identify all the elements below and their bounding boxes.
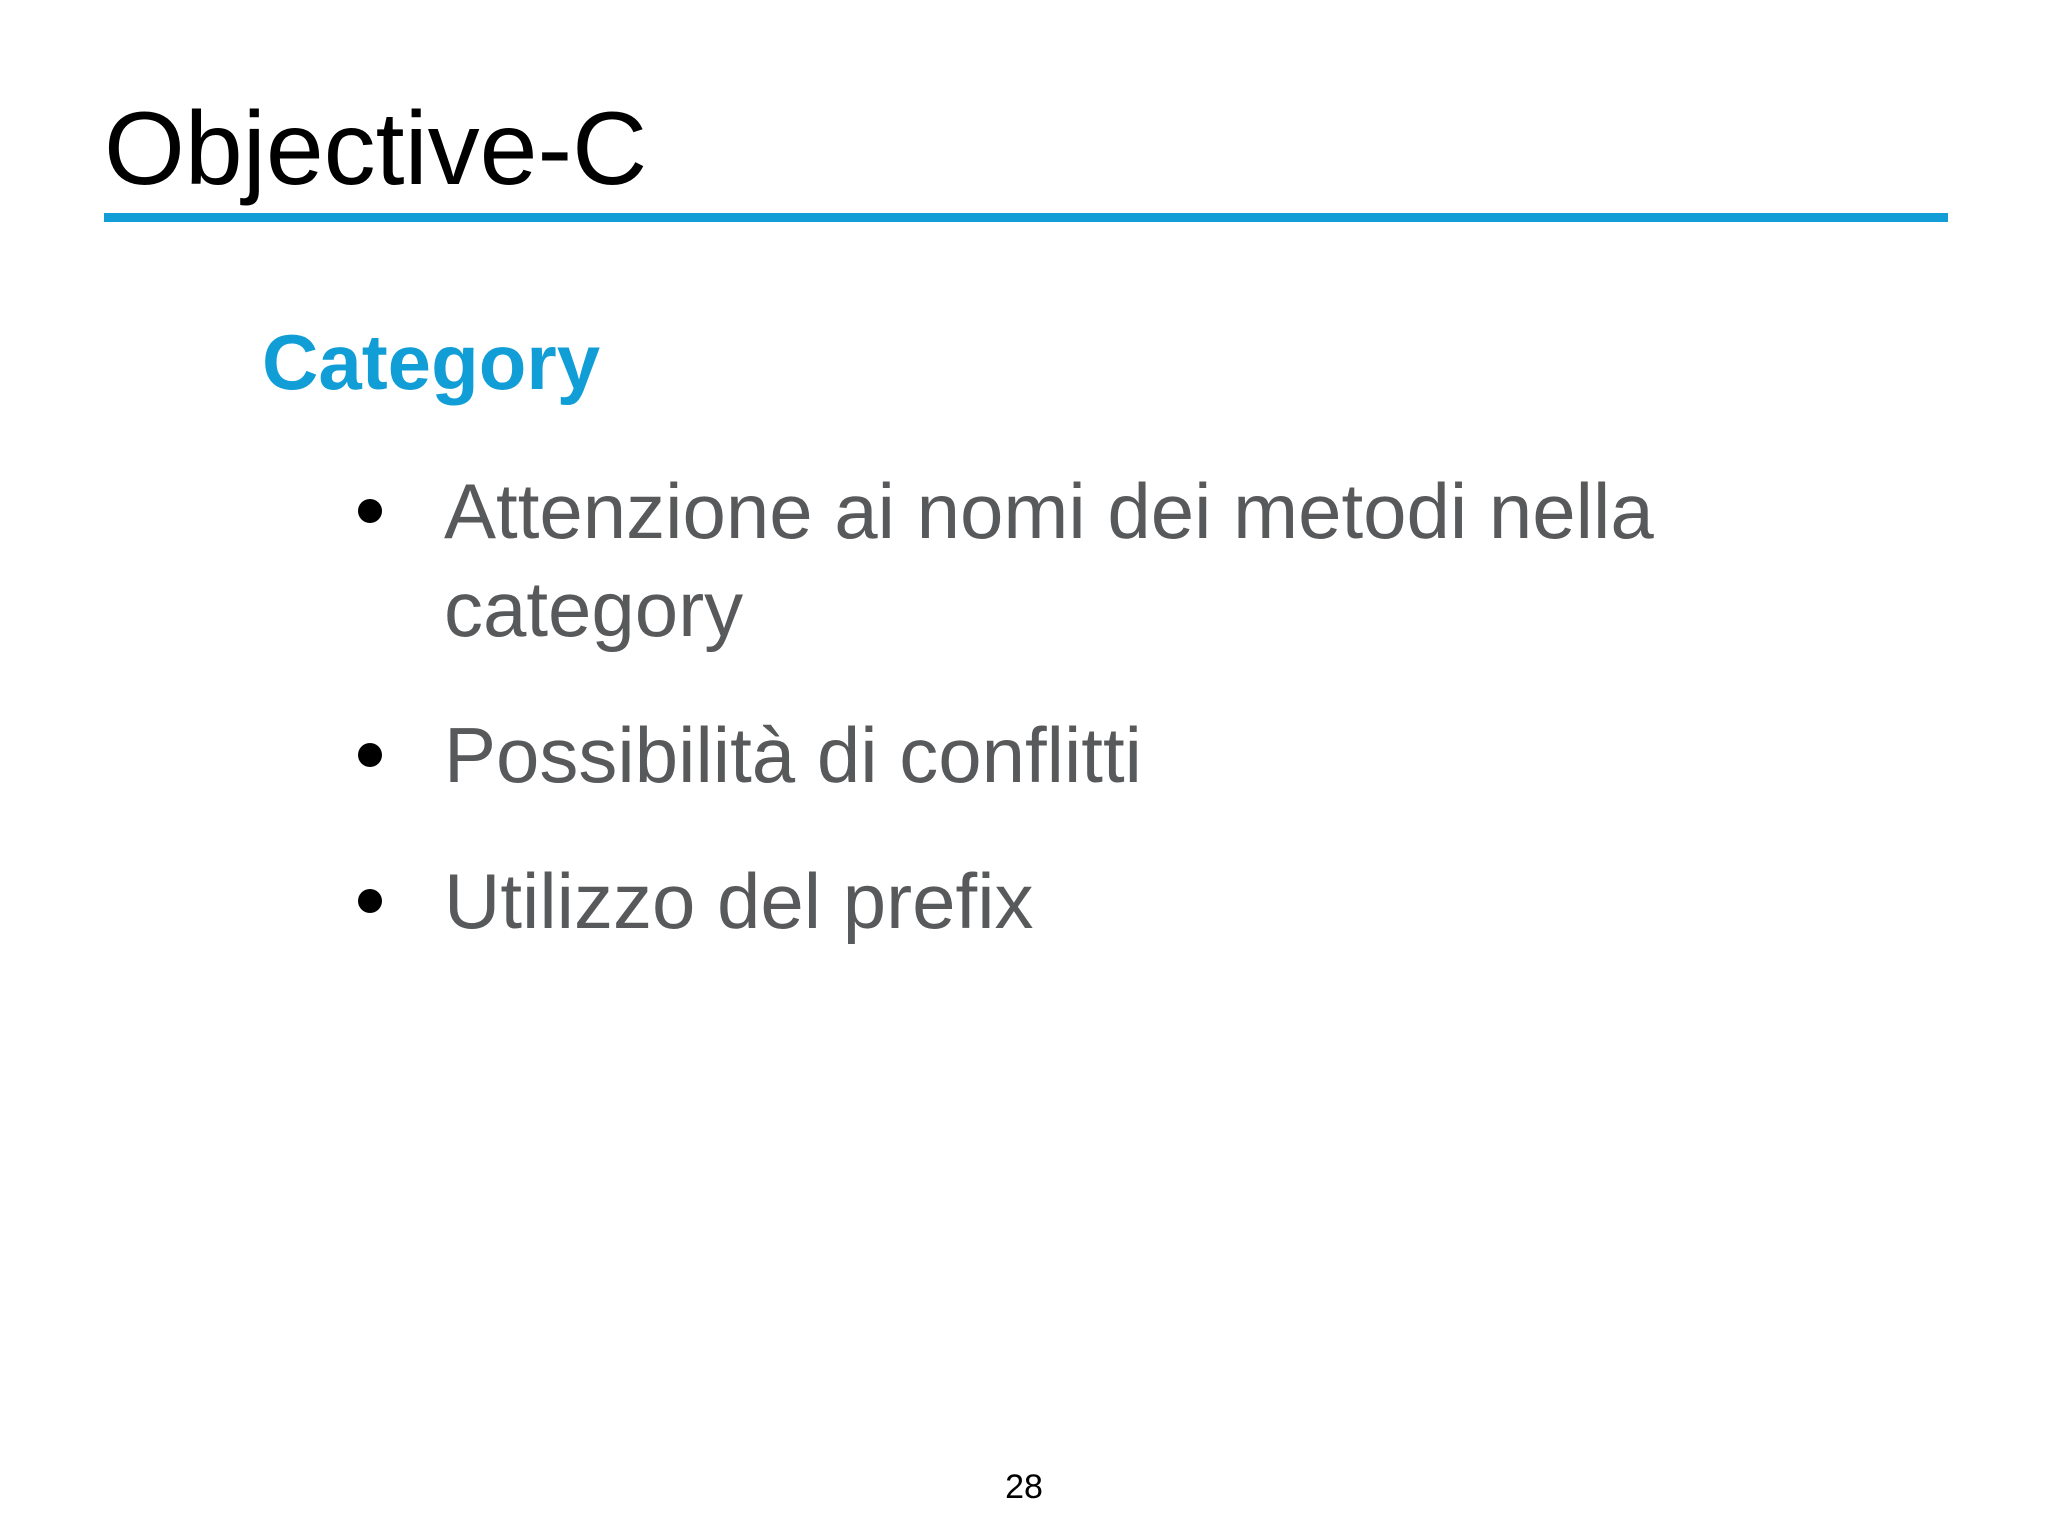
bullet-list <box>340 462 1800 998</box>
slide-title: Objective-C <box>104 91 648 207</box>
bullet-item <box>340 462 1800 658</box>
bullet-item <box>340 706 1800 804</box>
bullet-text: Possibilità di conflitti <box>444 711 1142 799</box>
bullet-dot-icon <box>358 889 382 913</box>
bullet-dot-icon <box>358 499 382 523</box>
section-heading: Category <box>262 318 601 406</box>
page-number: 28 <box>1005 1468 1043 1506</box>
bullet-text: Utilizzo del prefix <box>444 857 1034 945</box>
title-underline <box>104 213 1948 222</box>
bullet-dot-icon <box>358 743 382 767</box>
bullet-text: Attenzione ai nomi dei metodi nella category <box>444 467 1654 653</box>
bullet-item <box>340 852 1800 950</box>
